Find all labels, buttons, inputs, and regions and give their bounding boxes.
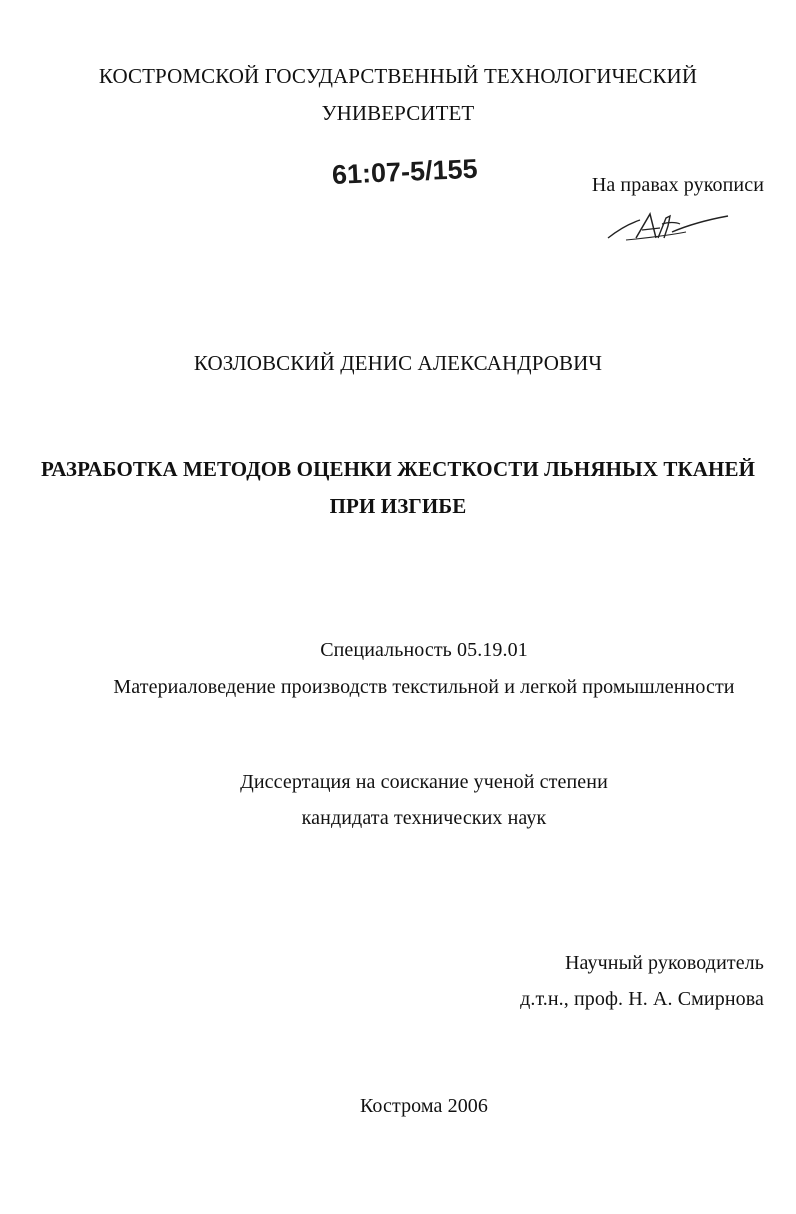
rights-label: На правах рукописи (591, 174, 764, 196)
catalog-stamp: 61:07-5/155 (331, 153, 479, 190)
supervisor-label: Научный руководитель (565, 952, 764, 974)
specialty-code: Специальность 05.19.01 (320, 639, 528, 661)
university-name-line1: КОСТРОМСКОЙ ГОСУДАРСТВЕННЫЙ ТЕХНОЛОГИЧЕСКИЙ (98, 64, 698, 88)
dissertation-title-line2: ПРИ ИЗГИБЕ (329, 494, 467, 518)
dissertation-title-line1: РАЗРАБОТКА МЕТОДОВ ОЦЕНКИ ЖЕСТКОСТИ ЛЬНЯНЫХ ТКАНЕЙ (40, 457, 756, 481)
handwritten-signature-icon (606, 208, 736, 248)
university-name-line2: УНИВЕРСИТЕТ (321, 101, 475, 125)
specialty-name: Материаловедение производств текстильной и легкой промышленности (113, 676, 735, 698)
author-name: КОЗЛОВСКИЙ ДЕНИС АЛЕКСАНДРОВИЧ (193, 351, 603, 375)
supervisor-name: д.т.н., проф. Н. А. Смирнова (520, 988, 764, 1010)
city-year: Кострома 2006 (359, 1095, 489, 1117)
degree-line1: Диссертация на соискание ученой степени (240, 771, 608, 793)
degree-line2: кандидата технических наук (301, 807, 547, 829)
